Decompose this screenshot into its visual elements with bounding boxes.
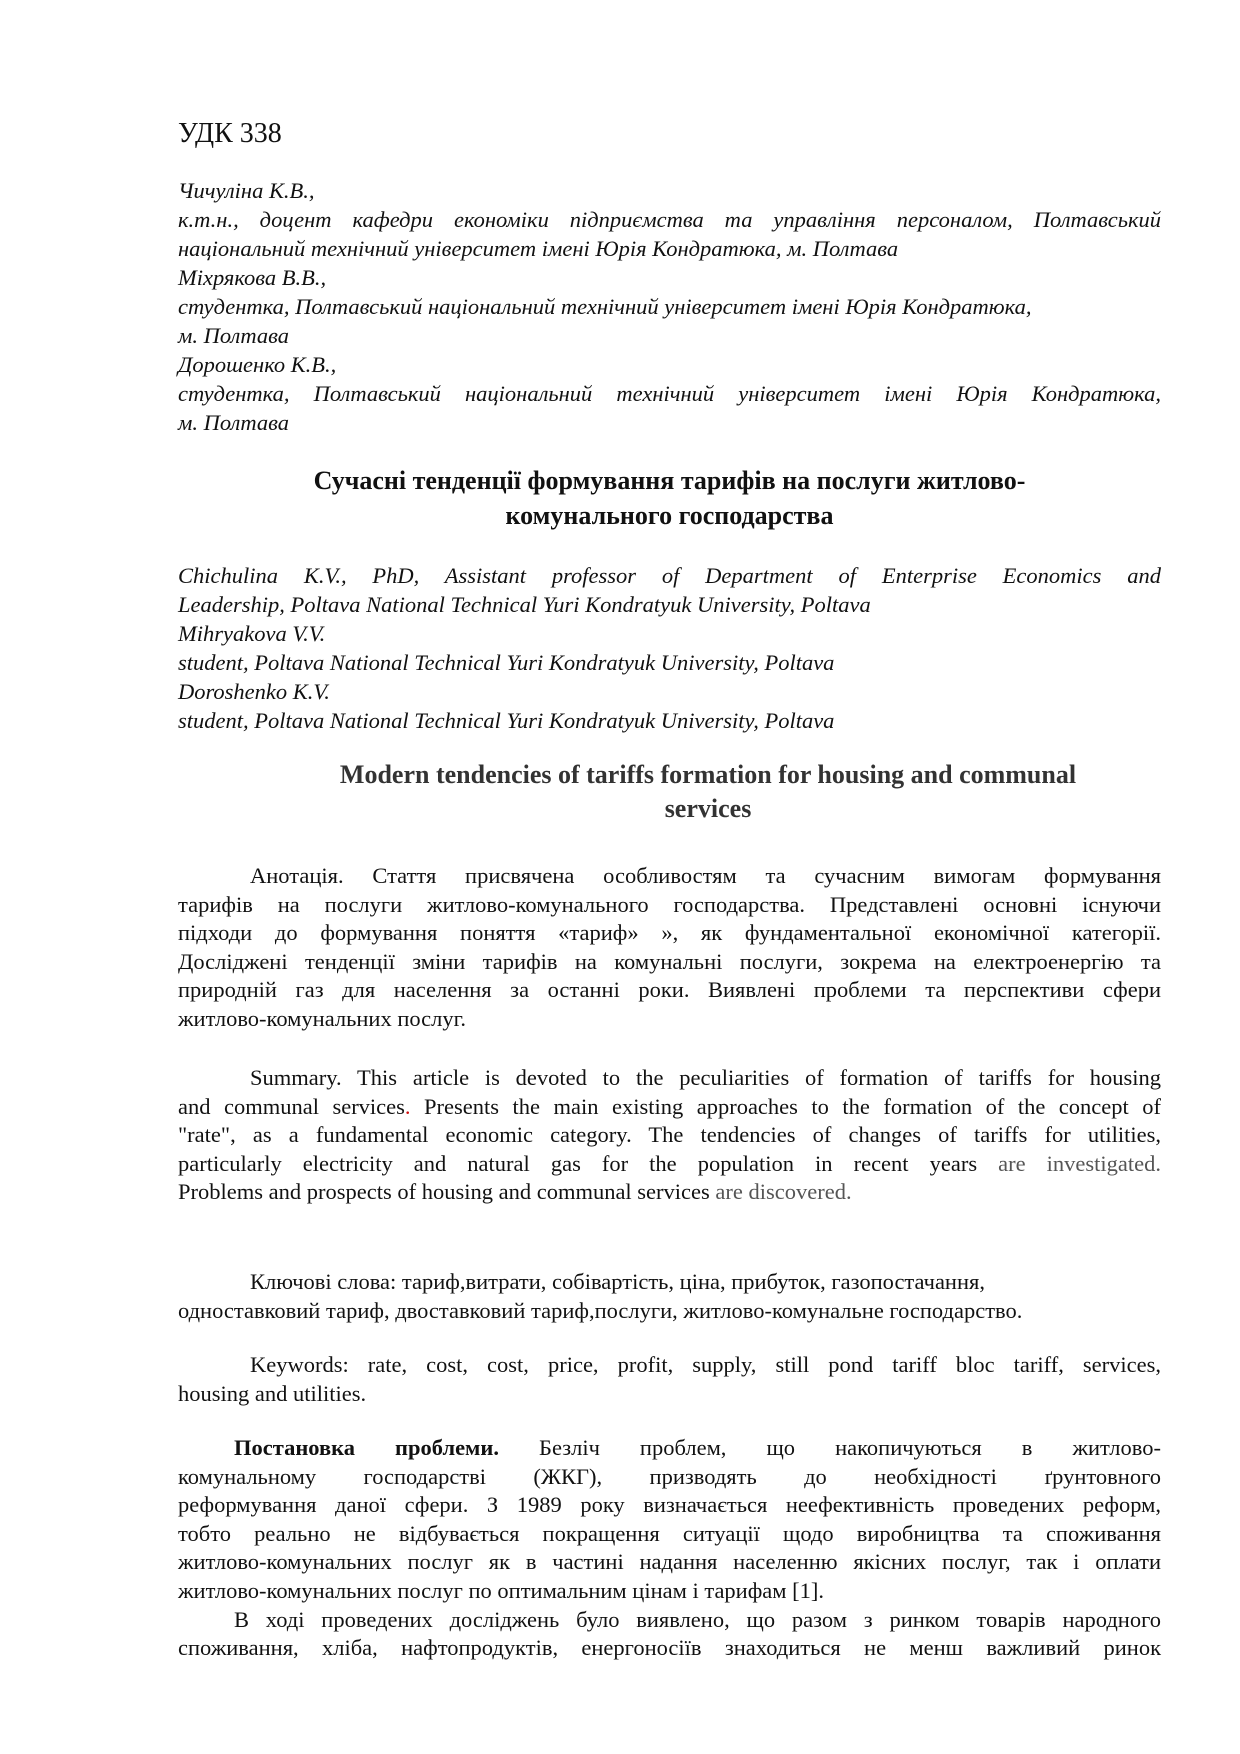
text-line: житлово-комунальних послуг по оптимальним цінам і тарифам [1].	[178, 1577, 825, 1603]
text-line: комунальному господарстві (ЖКГ), призводять до необхідності ґрунтовного	[178, 1463, 1161, 1489]
text-line: housing and utilities.	[178, 1380, 367, 1406]
article-title-english	[273, 758, 1143, 826]
author-affiliation: національний технічний університет імені Юрія Кондратюка, м. Полтава	[178, 236, 899, 261]
author-affiliation: студентка, Полтавський національний технічний університет імені Юрія Кондратюка,	[178, 381, 1161, 406]
title-line: комунального господарства	[505, 501, 834, 530]
author-affiliation: Chichulina K.V., PhD, Assistant professor of Department of Enterprise Economics and	[178, 563, 1161, 588]
author-affiliation: студентка, Полтавський національний технічний університет імені Юрія Кондратюка,	[178, 294, 1032, 319]
red-period-mark: .	[404, 1093, 411, 1119]
text-line: В ході проведених досліджень було виявлено, що разом з ринком товарів народного	[234, 1606, 1161, 1632]
text-segment: Presents the main existing approaches to the formation of the concept of	[410, 1093, 1161, 1119]
text-line: "rate", as a fundamental economic category. The tendencies of changes of tariffs for utilities,	[178, 1122, 1161, 1148]
authors-english	[178, 561, 1161, 735]
text-line: Ключові слова: тариф,витрати, собівартість, ціна, прибуток, газопостачання,	[250, 1269, 985, 1294]
article-title-ukrainian	[178, 463, 1161, 533]
keywords-english	[178, 1351, 1161, 1408]
author-name: Чичуліна К.В.,	[178, 178, 315, 203]
author-affiliation: м. Полтава	[178, 410, 289, 435]
text-line: Анотація. Стаття присвячена особливостям та сучасним вимогам формування	[250, 863, 1161, 888]
author-name: Дорошенко К.В.,	[178, 352, 337, 377]
abstract-ukrainian	[178, 862, 1161, 1034]
text-line: тобто реально не відбувається покращення ситуації щодо виробництва та споживання	[178, 1520, 1161, 1546]
text-line: природній газ для населення за останні роки. Виявлені проблеми та перспективи сфери	[178, 977, 1161, 1003]
authors-ukrainian	[178, 176, 1161, 437]
text-line	[178, 1434, 1161, 1463]
title-line: services	[664, 794, 752, 823]
abstract-english	[178, 1064, 1161, 1207]
title-line: Сучасні тенденції формування тарифів на послуги житлово-	[313, 466, 1026, 495]
author-name: Міхрякова В.В.,	[178, 265, 327, 290]
text-line: Досліджені тенденції зміни тарифів на комунальні послуги, зокрема на електроенергію та	[178, 948, 1161, 974]
text-line: Keywords: rate, cost, cost, price, profit, supply, still pond tariff bloc tariff, services,	[250, 1352, 1161, 1377]
problem-statement-section	[178, 1434, 1161, 1663]
author-name: Doroshenko K.V.	[178, 679, 330, 704]
text-segment: Problems and prospects of housing and communal services	[178, 1179, 716, 1205]
text-line: тарифів на послуги житлово-комунального господарства. Представлені основні існуючи	[178, 891, 1161, 917]
author-affiliation: к.т.н., доцент кафедри економіки підприємства та управління персоналом, Полтавський	[178, 207, 1161, 232]
author-affiliation: student, Poltava National Technical Yuri Kondratyuk University, Poltava	[178, 650, 835, 675]
keywords-ukrainian	[178, 1268, 1161, 1325]
text-line: споживання, хліба, нафтопродуктів, енергоносіїв знаходиться не менш важливий ринок	[178, 1635, 1161, 1661]
udk-code: УДК 338	[178, 118, 282, 149]
author-affiliation: Leadership, Poltava National Technical Yuri Kondratyuk University, Poltava	[178, 592, 871, 617]
text-segment: and communal services	[178, 1093, 405, 1119]
text-line	[178, 1178, 1161, 1207]
gray-text-segment: are discovered.	[715, 1179, 852, 1205]
text-line: Summary. This article is devoted to the peculiarities of formation of tariffs for housing	[250, 1065, 1161, 1090]
title-line: Modern tendencies of tariffs formation for housing and communal	[339, 760, 1077, 789]
author-name: Mihryakova V.V.	[178, 621, 326, 646]
text-line: одноставковий тариф, двоставковий тариф,послуги, житлово-комунальне господарство.	[178, 1297, 1023, 1323]
text-line: житлово-комунальних послуг.	[178, 1005, 466, 1031]
text-line	[178, 1093, 1161, 1122]
text-line: житлово-комунальних послуг як в частині надання населенню якісних послуг, так і оплати	[178, 1549, 1161, 1575]
gray-text-segment: are investigated.	[998, 1150, 1162, 1176]
text-line: підходи до формування поняття «тариф» », як фундаментальної економічної категорії.	[178, 920, 1161, 946]
author-affiliation: м. Полтава	[178, 323, 289, 348]
text-line: реформування даної сфери. З 1989 року визначається неефективність проведених реформ,	[178, 1492, 1161, 1518]
text-segment: Безліч проблем, що накопичуються в житлово-	[498, 1435, 1162, 1460]
text-segment: particularly electricity and natural gas for the population in recent years	[178, 1150, 999, 1176]
author-affiliation: student, Poltava National Technical Yuri Kondratyuk University, Poltava	[178, 708, 835, 733]
section-heading: Постановка проблеми.	[234, 1435, 499, 1460]
text-line	[178, 1150, 1161, 1179]
